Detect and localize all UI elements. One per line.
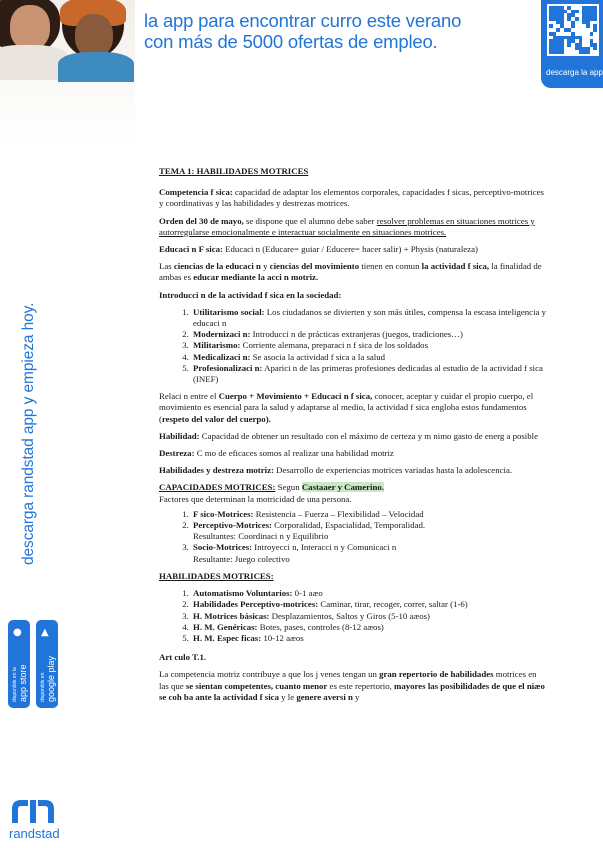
list-item: 2. Perceptivo-Motrices: Corporalidad, Espacialidad, Temporalidad. Resultantes: Coordinaci n y Equilibrio (191, 520, 546, 542)
banner-photo (0, 0, 135, 150)
qr-code-icon (547, 4, 599, 56)
headline-line-1: la app para encontrar curro este verano (144, 10, 462, 31)
banner-headline (144, 10, 461, 52)
paragraph-competencia: Competencia f sica: capacidad de adaptar los elementos corporales, capacidades f sicas, perceptivo-motrices y coordinativas y las habilidades y destrezas motrices. (159, 187, 544, 209)
list-introduccion (159, 307, 546, 385)
list-item: 1. F sico-Motrices: Resistencia – Fuerza – Flexibilidad – Velocidad (191, 509, 546, 520)
paragraph-habilidad: Habilidad: Capacidad de obtener un resultado con el máximo de certeza y m nimo gasto de energ a posible (159, 430, 538, 441)
paragraph-habilidades-destreza: Habilidades y destreza motriz: Desarrollo de experiencias motrices variadas hasta la adolescencia. (159, 465, 513, 476)
app-store-badge[interactable] (8, 620, 30, 708)
ios-badge-big: app store (18, 664, 28, 702)
paragraph-competencia-motriz: La competencia motriz contribuye a que los j venes tengan un gran repertorio de habilidades motrices en las que se sientan competentes, cuanto menor es este repertorio, mayores las posibilidades de que el niæo se coh ba ante la actividad f sica y le genere aversi n y (159, 669, 545, 702)
side-tagline: descarga randstad app y empieza hoy. (20, 302, 37, 565)
google-play-badge[interactable] (36, 620, 58, 708)
qr-label: descarga la app (546, 68, 603, 77)
doc-title: TEMA 1: HABILIDADES MOTRICES (159, 166, 309, 176)
randstad-logo-text: randstad (9, 826, 60, 841)
heading-introduccion: Introducci n de la actividad f sica en la sociedad: (159, 289, 342, 300)
list-item: 2. Habilidades Perceptivo-motrices: Caminar, tirar, recoger, correr, saltar (1-6) (191, 599, 546, 610)
list-item: 5. H. M. Espec ficas: 10-12 aæos (191, 633, 546, 644)
heading-capacidades: CAPACIDADES MOTRICES: Segun Castaaer y Camerino. Factores que determinan la motricidad de una persona. (159, 482, 384, 504)
android-badge-small: disponible en (40, 672, 46, 702)
paragraph-orden: Orden del 30 de mayo, se dispone que el alumno debe saber resolver problemas en situaciones motrices y autorregularse emocionalmente e interactuar socialmente en situaciones motrices. (159, 215, 535, 237)
document-body (159, 166, 546, 709)
list-item: 4. Medicalizaci n: Se asocia la actividad f sica a la salud (191, 352, 546, 363)
paragraph-destreza: Destreza: C mo de eficaces somos al realizar una habilidad motriz (159, 448, 394, 459)
headline-line-2: con más de 5000 ofertas de empleo. (144, 31, 438, 52)
list-item: 3. Militarismo: Corriente alemana, preparaci n f sica de los soldados (191, 340, 546, 351)
qr-download-card[interactable] (541, 0, 603, 88)
list-item: 1. Automatismo Voluntarios: 0-1 aæo (191, 588, 546, 599)
paragraph-educacion: Educaci n F sica: Educaci n (Educare= guiar / Educere= hacer salir) + Physis (naturaleza) (159, 244, 478, 255)
list-item: 3. Socio-Motrices: Introyecci n, Interacci n y Comunicaci n Resultante: Juego colectivo (191, 542, 546, 564)
list-item: 3. H. Motrices básicas: Desplazamientos, Saltos y Giros (5-10 aæos) (191, 611, 546, 622)
list-capacidades (159, 509, 546, 565)
heading-articulo: Art culo T.1. (159, 652, 207, 663)
list-item: 4. H. M. Genéricas: Botes, pases, controles (8-12 aæos) (191, 622, 546, 633)
paragraph-ciencias: Las ciencias de la educaci n y ciencias del movimiento tienen en comun la actividad f sica, la finalidad de ambas es educar mediante la acci n motriz. (159, 261, 542, 283)
list-item: 2. Modernizaci n: Introducci n de prácticas extranjeras (juegos, tradiciones…) (191, 329, 546, 340)
ad-banner[interactable] (0, 0, 603, 150)
list-item: 5. Profesionalizaci n: Aparici n de las primeras profesiones dedicadas al estudio de la actividad f sica (INEF) (191, 363, 546, 385)
heading-habilidades: HABILIDADES MOTRICES: (159, 570, 274, 581)
android-badge-big: google play (46, 655, 56, 702)
list-habilidades (159, 588, 546, 644)
android-icon: ▲ (41, 627, 49, 638)
ios-badge-small: disponible en la (12, 667, 18, 702)
list-item: 1. Utilitarismo social: Los ciudadanos se divierten y son más útiles, compensa la escasa inteligencia y educaci n (191, 307, 546, 329)
paragraph-relacion: Relaci n entre el Cuerpo + Movimiento + Educaci n f sica, conocer, aceptar y cuidar el propio cuerpo, el movimiento es esencial para la salud y adaptarse al medio, la actividad f sica engloba estos fundamentos (respeto del valor del cuerpo). (159, 391, 534, 424)
apple-icon: ● (13, 627, 22, 638)
